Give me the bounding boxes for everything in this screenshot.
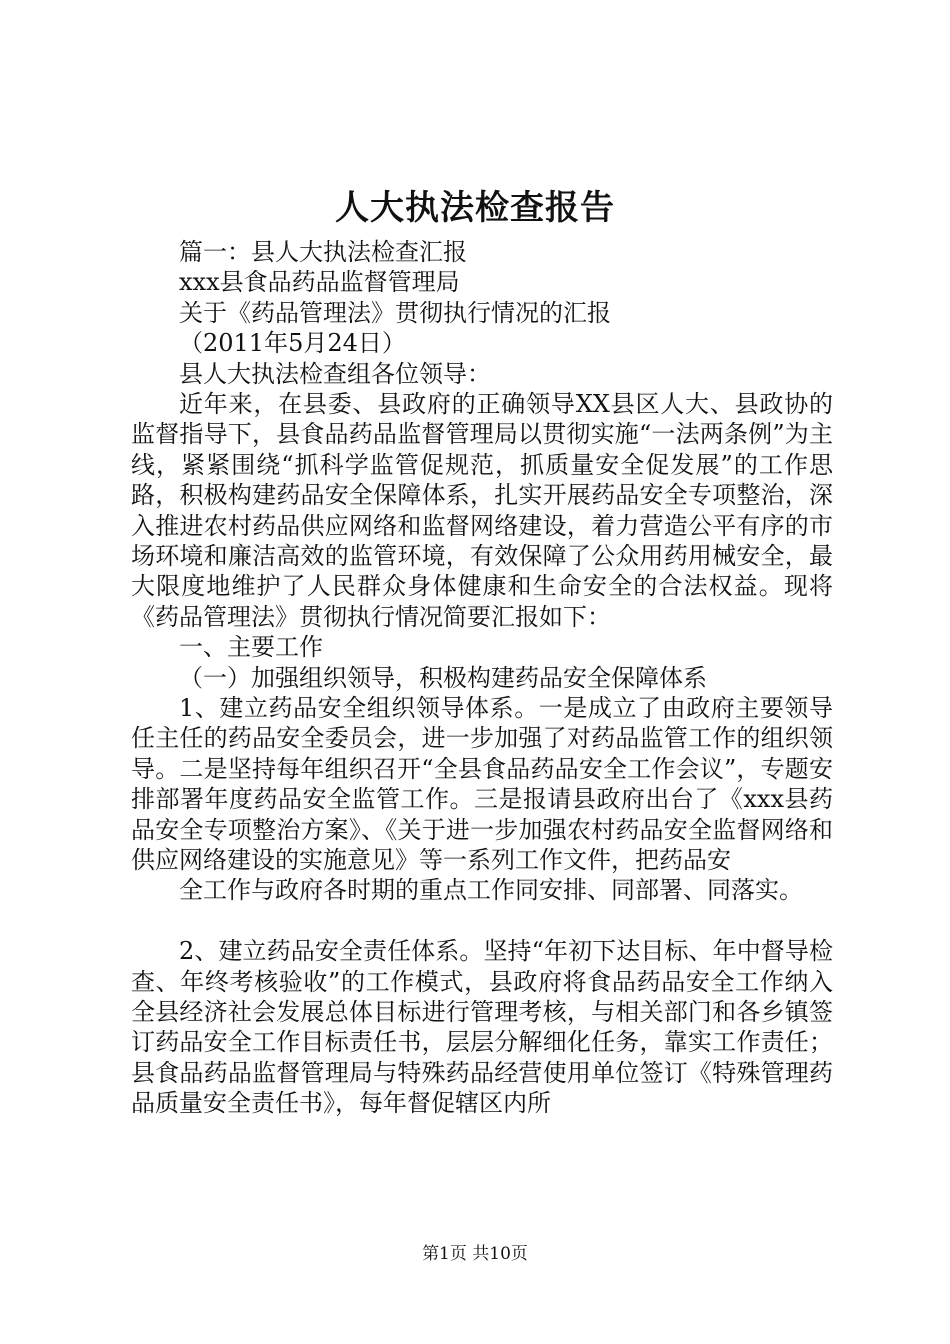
paragraph-spacer [131,906,833,936]
document-body [131,237,833,1119]
intro-paragraph: 近年来，在县委、县政府的正确领导XX县区人大、县政协的监督指导下，县食品药品监督管理局以贯彻实施“一法两条例”为主线，紧紧围绕“抓科学监管促规范，抓质量安全促发展”的工作思路，积极构建药品安全保障体系，扎实开展药品安全专项整治，深入推进农村药品供应网络和监督网络建设，着力营造公平有序的市场环境和廉洁高效的监管环境，有效保障了公众用药用械安全，最大限度地维护了人民群众身体健康和生命安全的合法权益。现将《药品管理法》贯彻执行情况简要汇报如下： [131,389,833,631]
item1-continuation: 全工作与政府各时期的重点工作同安排、同部署、同落实。 [179,876,803,905]
header-line-agency: xxx县食品药品监督管理局 [179,268,460,297]
section-heading: 一、主要工作 [179,633,323,662]
item1-paragraph: 1、建立药品安全组织领导体系。一是成立了由政府主要领导任主任的药品安全委员会，进一步加强了对药品监管工作的组织领导。二是坚持每年组织召开“全县食品药品安全工作会议”，专题安排部署年度药品安全监管工作。三是报请县政府出台了《xxx县药品安全专项整治方案》、《关于进一步加强农村药品安全监督网络和供应网络建设的实施意见》等一系列工作文件，把药品安 [131,693,833,875]
subsection-heading: （一）加强组织领导，积极构建药品安全保障体系 [179,663,707,692]
item2-paragraph: 2、建立药品安全责任体系。坚持“年初下达目标、年中督导检查、年终考核验收”的工作模式，县政府将食品药品安全工作纳入全县经济社会发展总体目标进行管理考核，与相关部门和各乡镇签订药品安全工作目标责任书，层层分解细化任务，靠实工作责任；县食品药品监督管理局与特殊药品经营使用单位签订《特殊管理药品质量安全责任书》，每年督促辖区内所 [131,937,833,1118]
page-title: 人大执法检查报告 [335,188,615,228]
page-footer: 第1页 共10页 [422,1244,528,1264]
header-line-date: （2011年5月24日） [179,329,406,358]
header-line-salutation: 县人大执法检查组各位领导： [179,359,491,388]
header-line-subject: 关于《药品管理法》贯彻执行情况的汇报 [179,298,611,327]
header-line-article: 篇一：县人大执法检查汇报 [179,238,467,266]
